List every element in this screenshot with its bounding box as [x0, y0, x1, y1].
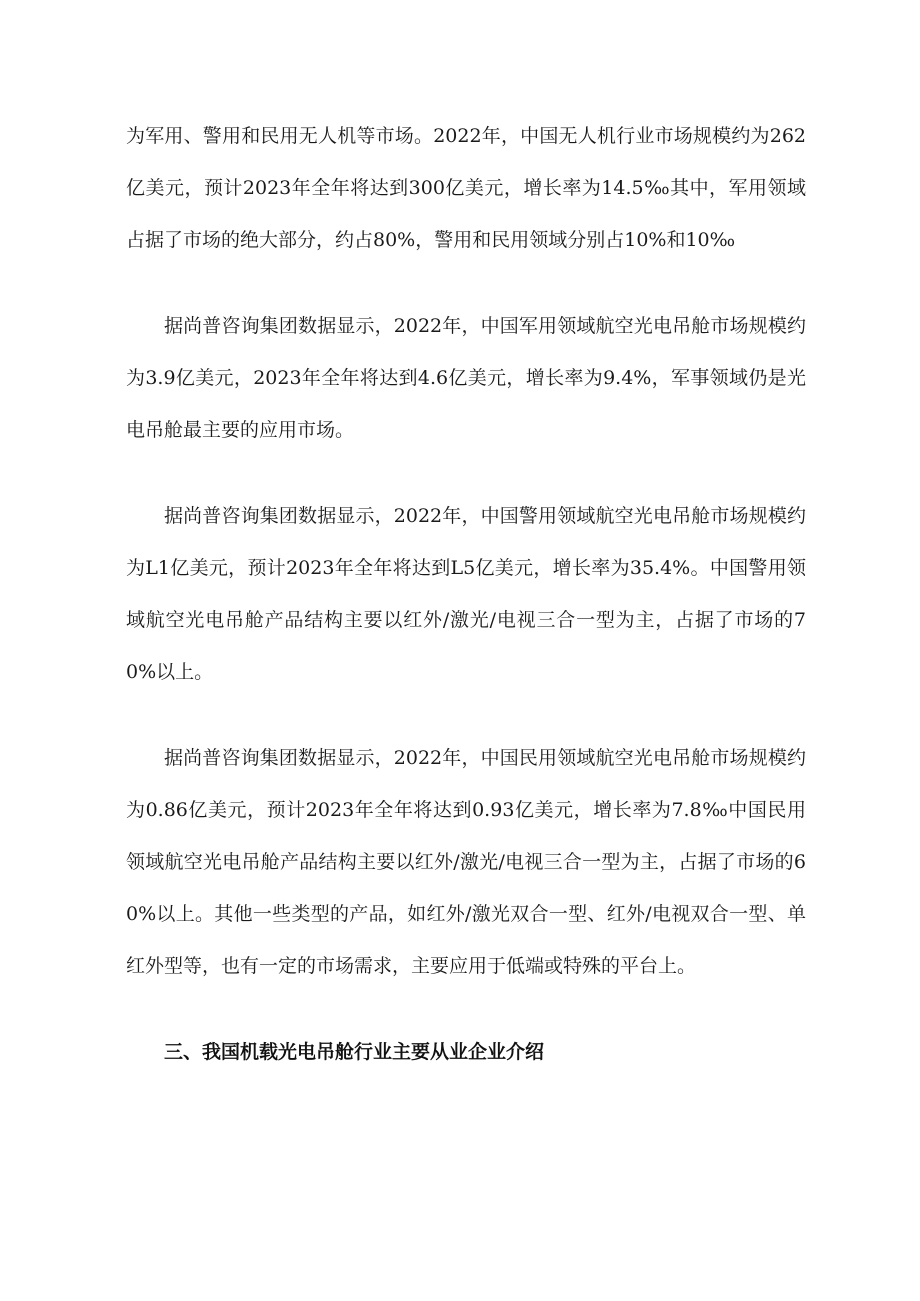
paragraph-civil-market: 据尚普咨询集团数据显示，2022年，中国民用领域航空光电吊舱市场规模约为0.86亿美元，预计2023年全年将达到0.93亿美元，增长率为7.8‰中国民用领域航空光电吊舱产品结构主要以红外/激光/电视三合一型为主，占据了市场的60%以上。其他一些类型的产品，如红外/激光双合一型、红外/电视双合一型、单红外型等，也有一定的市场需求，主要应用于低端或特殊的平台上。 — [126, 747, 806, 977]
paragraph-police-market: 据尚普咨询集团数据显示，2022年，中国警用领域航空光电吊舱市场规模约为L1亿美元，预计2023年全年将达到L5亿美元，增长率为35.4%。中国警用领域航空光电吊舱产品结构主要以红外/激光/电视三合一型为主，占据了市场的70%以上。 — [126, 505, 806, 683]
document-body — [126, 110, 806, 1078]
section-heading: 三、我国机载光电吊舱行业主要从业企业介绍 — [164, 1041, 545, 1063]
paragraph-market-overview: 为军用、警用和民用无人机等市场。2022年，中国无人机行业市场规模约为262亿美元，预计2023年全年将达到300亿美元，增长率为14.5‰其中，军用领域占据了市场的绝大部分，约占80%，警用和民用领域分别占10%和10‰ — [126, 125, 806, 251]
paragraph-military-market: 据尚普咨询集团数据显示，2022年，中国军用领域航空光电吊舱市场规模约为3.9亿美元，2023年全年将达到4.6亿美元，增长率为9.4%，军事领域仍是光电吊舱最主要的应用市场。 — [126, 315, 806, 441]
